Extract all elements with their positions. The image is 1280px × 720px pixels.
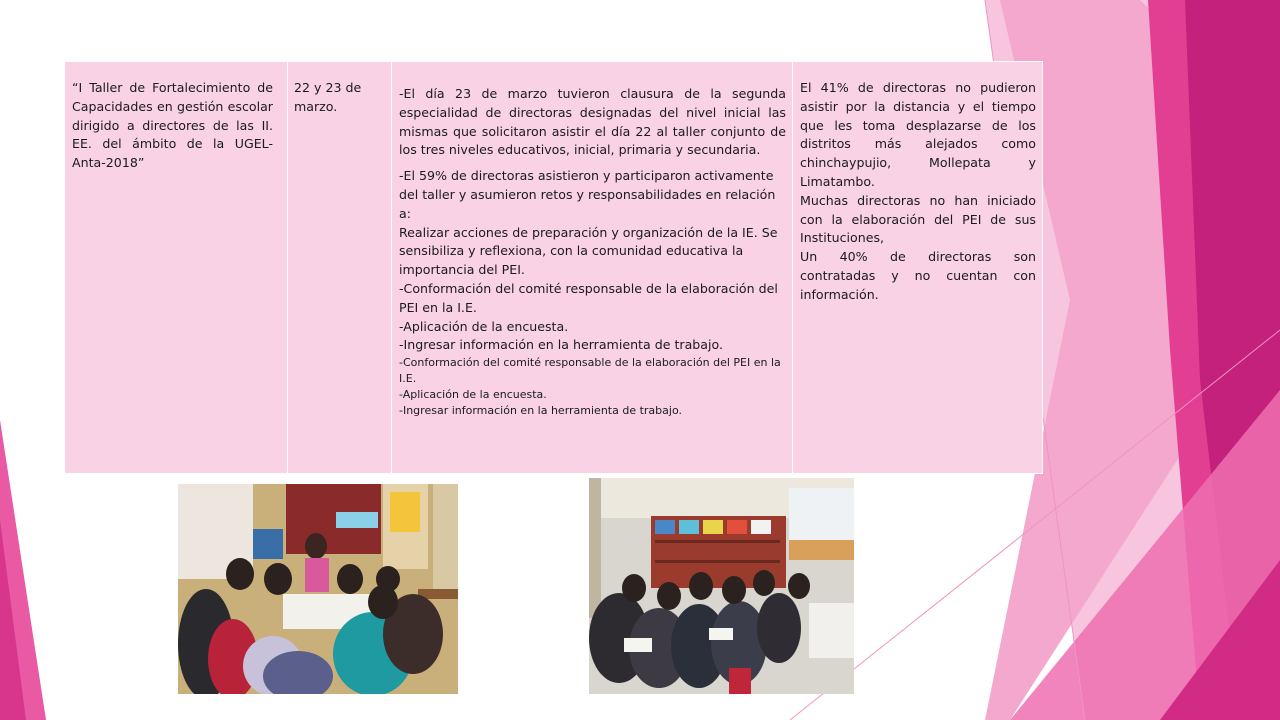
- results-paragraph-2: -El 59% de directoras asistieron y participaron activamente del taller y asumieron retos y responsabilidades en relación a:: [399, 168, 776, 221]
- photo-icon: [589, 478, 854, 694]
- activity-date: 22 y 23 de marzo.: [294, 80, 362, 114]
- activity-title: “I Taller de Fortalecimiento de Capacidades en gestión escolar dirigido a directores de las II. EE. del ámbito de la UGEL-Anta-2018”: [72, 80, 273, 171]
- difficulties-cell: [793, 62, 1043, 474]
- difficulties-paragraph-1: El 41% de directoras no pudieron asistir por la distancia y el tiempo que les toma desplazarse de los distritos más alejados como chinchaypujio, Mollepata y Limatambo.: [800, 80, 1036, 189]
- results-small-2: -Aplicación de la encuesta.: [399, 388, 547, 402]
- results-small-3: -Ingresar información en la herramienta de trabajo.: [399, 404, 682, 418]
- date-cell: [288, 62, 392, 474]
- activity-title-cell: [65, 62, 288, 474]
- difficulties-paragraph-2: Muchas directoras no han iniciado con la elaboración del PEI de sus Instituciones,: [800, 192, 1036, 246]
- results-small-1: -Conformación del comité responsable de la elaboración del PEI en la I.E.: [399, 356, 781, 386]
- difficulties-paragraph-3: Un 40% de directoras son contratadas y no cuentan con información.: [800, 249, 1036, 302]
- results-paragraph-5: -Aplicación de la encuesta.: [399, 318, 569, 334]
- results-paragraph-3: Realizar acciones de preparación y organización de la IE. Se sensibiliza y reflexiona, con la comunidad educativa la importancia del PEI.: [399, 224, 778, 278]
- results-paragraph-4: -Conformación del comité responsable de la elaboración del PEI en la I.E.: [399, 280, 778, 315]
- results-paragraph-1: -El día 23 de marzo tuvieron clausura de la segunda especialidad de directoras designadas del nivel inicial las mismas que solicitaron asistir el día 22 al taller conjunto de los tres niveles educativos, inicial, primaria y secundaria.: [399, 86, 786, 158]
- results-paragraph-6: -Ingresar información en la herramienta de trabajo.: [399, 337, 723, 353]
- results-cell: [392, 62, 793, 474]
- table-row: [65, 62, 1043, 474]
- photo-icon: [178, 484, 458, 694]
- activity-table: [64, 61, 1043, 474]
- workshop-photo-1: [178, 484, 458, 694]
- workshop-photo-2: [589, 478, 854, 694]
